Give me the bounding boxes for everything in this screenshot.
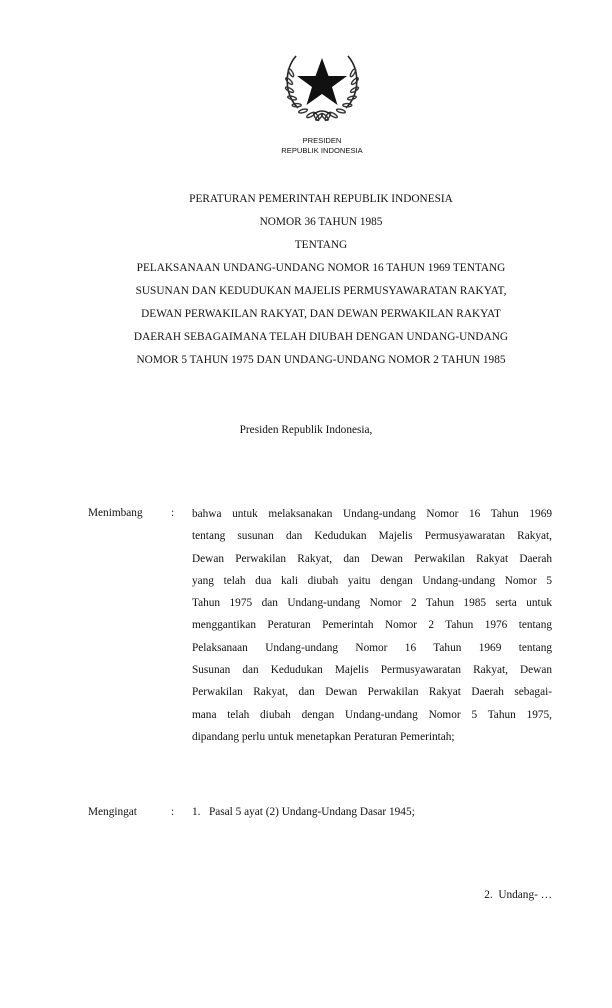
header-republik-indonesia: REPUBLIK INDONESIA <box>281 146 363 155</box>
title-line: DAERAH SEBAGAIMANA TELAH DIUBAH DENGAN UNDANG-UNDANG <box>133 331 509 343</box>
garuda-emblem-icon <box>280 42 364 126</box>
menimbang-line: mana telah diubah dengan Undang-undang Nomor 5 Tahun 1975, <box>192 708 552 721</box>
menimbang-line: Dewan Perwakilan Rakyat, dan Dewan Perwakilan Rakyat Daerah <box>192 552 552 565</box>
menimbang-body <box>192 503 552 748</box>
menimbang-line: menggantikan Peraturan Pemerintah Nomor 2 Tahun 1976 tentang <box>192 619 552 632</box>
title-line: DEWAN PERWAKILAN RAKYAT, DAN DEWAN PERWAKILAN RAKYAT <box>141 308 501 320</box>
wreath-leaf <box>292 104 301 107</box>
wreath-leaf <box>285 77 294 86</box>
wreath-leaf <box>347 95 357 100</box>
wreath-leaf <box>350 86 359 93</box>
title-line: PELAKSANAAN UNDANG-UNDANG NOMOR 16 TAHUN 1969 TENTANG <box>136 262 506 274</box>
title-line: SUSUNAN DAN KEDUDUKAN MAJELIS PERMUSYAWARATAN RAKYAT, <box>135 285 507 297</box>
title-line: TENTANG <box>294 239 348 251</box>
wreath-leaf <box>343 104 352 107</box>
menimbang-colon: : <box>171 507 175 519</box>
menimbang-line: dipandang perlu untuk menetapkan Peraturan Pemerintah; <box>192 730 455 743</box>
mengingat-item-1: 1. Pasal 5 ayat (2) Undang-Undang Dasar 1945; <box>192 806 415 818</box>
wreath-leaf <box>351 77 360 86</box>
preamble: Presiden Republik Indonesia, <box>239 424 373 436</box>
menimbang-line: Pelaksanaan Undang-undang Nomor 16 Tahun 1969 tentang <box>192 641 552 654</box>
mengingat-label: Mengingat <box>88 806 137 818</box>
wreath-leaf <box>287 95 297 100</box>
wreath-leaf <box>298 108 308 113</box>
wreath-leaf <box>285 86 294 93</box>
menimbang-line: Susunan dan Kedudukan Majelis Permusyawaratan Rakyat, Dewan <box>192 664 552 677</box>
menimbang-line: Perwakilan Rakyat, dan Dewan Perwakilan Rakyat Daerah sebagai- <box>192 686 552 699</box>
wreath-leaf <box>336 108 346 113</box>
header-presiden: PRESIDEN <box>302 136 342 145</box>
wreath-leaf <box>349 68 356 77</box>
title-line: NOMOR 5 TAHUN 1975 DAN UNDANG-UNDANG NOMOR 2 TAHUN 1985 <box>136 354 506 366</box>
menimbang-line: tentang susunan dan Kedudukan Majelis Permusyawaratan Rakyat, <box>192 530 552 543</box>
menimbang-label: Menimbang <box>88 507 143 519</box>
menimbang-line: Tahun 1975 dan Undang-undang Nomor 2 Tahun 1985 serta untuk <box>192 597 552 610</box>
wreath-leaf <box>287 68 294 77</box>
title-line: PERATURAN PEMERINTAH REPUBLIK INDONESIA <box>189 193 453 205</box>
menimbang-line: bahwa untuk melaksanakan Undang-undang Nomor 16 Tahun 1969 <box>192 508 552 520</box>
menimbang-line: yang telah dua kali diubah yaitu dengan Undang-undang Nomor 5 <box>192 574 552 587</box>
title-line: NOMOR 36 TAHUN 1985 <box>259 216 383 228</box>
continuation-marker: 2. Undang- … <box>484 889 552 901</box>
document-title <box>60 188 582 372</box>
mengingat-colon: : <box>171 806 175 818</box>
